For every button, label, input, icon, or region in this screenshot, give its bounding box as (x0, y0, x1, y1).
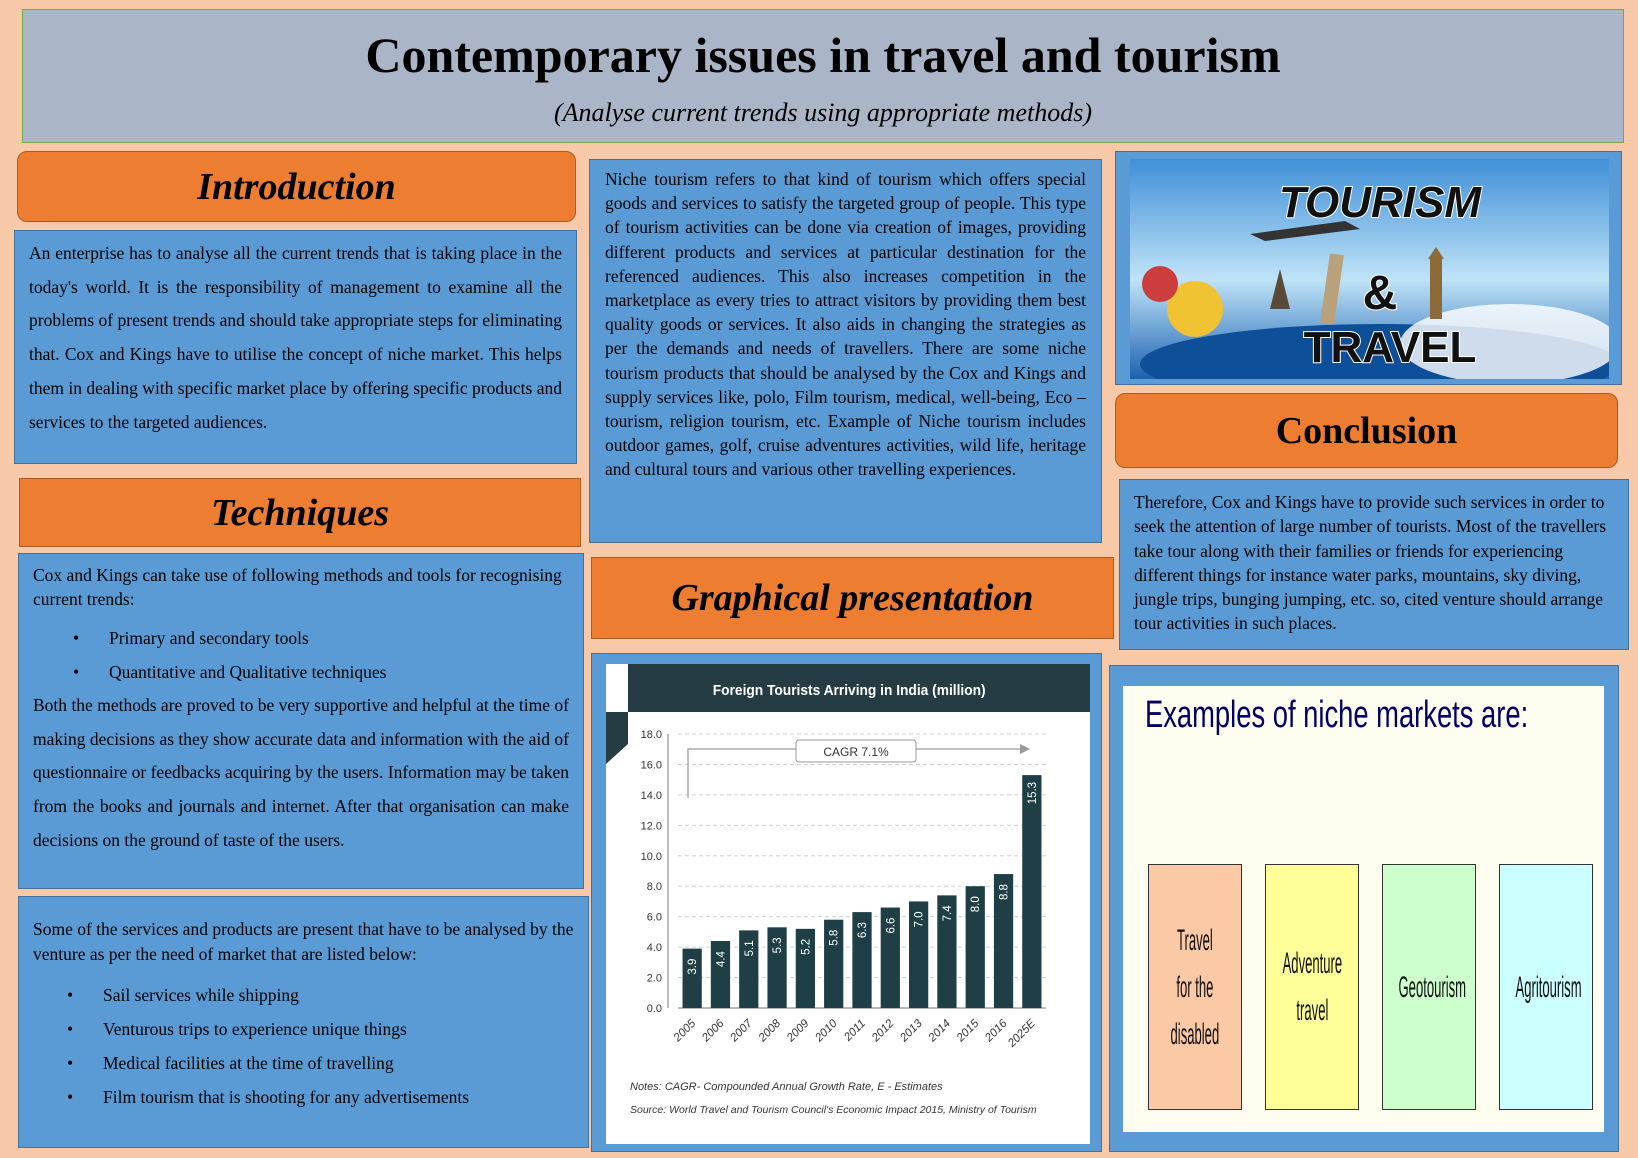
conclusion-text: Therefore, Cox and Kings have to provide such services in order to seek the attention of large number of tourists. Most of the travellers take tour along with their families or friends for experiencing different things for instance water parks, mountains, sky diving, jungle trips, bunging jumping, etc. so, cited venture should arrange tour activities in such places. (1134, 492, 1607, 634)
list-item: • Sail services while shipping (67, 978, 574, 1012)
bar-value-label: 4.4 (715, 951, 728, 968)
niche-tourism-text-box (589, 159, 1102, 543)
bar-value-label: 6.3 (857, 922, 869, 939)
suitcase-icon (1142, 266, 1178, 302)
bar-value-label: 3.9 (687, 958, 700, 975)
chart-x-tick-labels (671, 1017, 1038, 1050)
x-tick-label: 2009 (784, 1017, 812, 1045)
y-tick-label: 12.0 (640, 820, 662, 833)
y-tick-label: 6.0 (646, 911, 662, 924)
techniques-heading-box (19, 478, 581, 547)
poster-subtitle: (Analyse current trends using appropriate methods) (554, 98, 1092, 127)
niche-card-travel-disabled (1148, 864, 1242, 1110)
techniques-lead: Cox and Kings can take use of following methods and tools for recognising current trends: (33, 565, 562, 609)
logo-line2: TRAVEL (1303, 323, 1477, 372)
y-tick-label: 14.0 (640, 789, 662, 802)
y-tick-label: 10.0 (640, 850, 662, 863)
introduction-heading: Introduction (197, 165, 396, 208)
chart-source: Source: World Travel and Tourism Council's Economic Impact 2015, Ministry of Tourism (630, 1104, 1037, 1116)
logo-amp: & (1362, 267, 1398, 320)
list-item: • Venturous trips to experience unique things (67, 1012, 574, 1046)
bar-value-label: 7.4 (941, 905, 954, 922)
list-item: • Primary and secondary tools (73, 621, 569, 655)
bar-value-label: 5.2 (800, 938, 813, 955)
x-tick-label: 2005 (671, 1017, 699, 1045)
chart-bars (683, 775, 1042, 1008)
introduction-text: An enterprise has to analyse all the current trends that is taking place in the today's world. It is the responsibility of management to examine all the problems of present trends and should take appropriate steps for eliminating that. Cox and Kings have to utilise the concept of niche market. This helps them in dealing with specific market place by offering specific products and services to the targeted audiences. (29, 243, 562, 432)
conclusion-heading-box (1115, 393, 1618, 468)
chart-cagr-annotation (688, 740, 1030, 798)
logo-line1: TOURISM (1278, 178, 1482, 227)
tourism-logo-panel (1115, 151, 1622, 385)
y-tick-label: 0.0 (646, 1003, 662, 1015)
introduction-text-box (14, 230, 577, 464)
x-tick-label: 2010 (813, 1017, 840, 1045)
logo-illustration (1130, 159, 1609, 379)
y-tick-label: 2.0 (646, 972, 662, 985)
list-item: • Film tourism that is shooting for any advertisements (67, 1080, 574, 1114)
list-item: • Medical facilities at the time of travelling (67, 1046, 574, 1080)
niche-markets-panel (1109, 665, 1619, 1152)
bar-value-label: 5.8 (828, 929, 841, 946)
graphical-heading: Graphical presentation (671, 577, 1034, 619)
x-tick-label: 2011 (842, 1017, 869, 1044)
introduction-heading-box (17, 151, 576, 222)
x-tick-label: 2007 (728, 1017, 755, 1045)
niche-card-agritourism (1499, 864, 1593, 1110)
poster-header (22, 9, 1624, 143)
big-ben-icon (1430, 259, 1442, 319)
y-tick-label: 16.0 (640, 759, 662, 772)
x-tick-label: 2014 (926, 1017, 954, 1045)
bar-chart (606, 664, 1090, 1144)
bar-value-label: 8.0 (970, 896, 983, 913)
niche-card-label: Agritourism (1515, 970, 1582, 1004)
chart-image (606, 664, 1090, 1144)
x-tick-label: 2025E (1005, 1017, 1038, 1050)
bar-value-label: 8.8 (998, 884, 1011, 901)
bar-value-label: 15.3 (1026, 781, 1039, 805)
niche-card-adventure-travel (1265, 864, 1359, 1110)
techniques-list (73, 621, 569, 689)
niche-card-geotourism (1382, 864, 1476, 1110)
niche-markets-diagram (1123, 686, 1604, 1132)
x-tick-label: 2016 (983, 1017, 1010, 1045)
niche-tourism-text: Niche tourism refers to that kind of tourism which offers special goods and services to satisfy the targeted group of people. This type of tourism activities can be done via creation of images, providing different products and services at particular destination for the referenced audiences. This also increases competition in the marketplace as every tries to attract visitors by providing them best quality goods or services. It also aids in changing the strategies as per the demands and needs of travellers. There are some niche tourism products that should be analysed by the Cox and Kings and supply services like, polo, Film tourism, medical, well-being, Eco – tourism, religion tourism, etc. Example of Niche tourism includes outdoor games, golf, cruise adventures activities, wild life, heritage and cultural tours and various other travelling experiences. (605, 169, 1086, 480)
techniques-heading: Techniques (210, 491, 390, 534)
chart-title: Foreign Tourists Arriving in India (million) (712, 681, 986, 699)
list-item: • Quantitative and Qualitative techniques (73, 655, 569, 689)
techniques-text: Both the methods are proved to be very supportive and helpful at the time of making decisions as they show accurate data and information with the aid of questionnaire or feedbacks acquiring by the users. Information may be taken from the books and journals and internet. After that organisation can make decisions on the ground of taste of the users. (33, 695, 569, 850)
bar-value-label: 5.1 (743, 940, 756, 957)
cagr-arrowhead (1020, 744, 1030, 754)
graphical-heading-box (591, 557, 1114, 639)
x-tick-label: 2012 (869, 1017, 897, 1045)
x-tick-label: 2006 (700, 1017, 727, 1045)
services-lead: Some of the services and products are present that have to be analysed by the venture as per the need of market that are listed below: (33, 919, 574, 964)
services-list (67, 978, 574, 1114)
tourism-travel-logo (1130, 159, 1609, 379)
x-tick-label: 2015 (954, 1017, 982, 1045)
chart-panel (591, 653, 1102, 1152)
chart-bar (683, 949, 702, 1008)
bar-value-label: 7.0 (913, 911, 926, 928)
y-tick-label: 8.0 (646, 881, 662, 894)
services-text-box (18, 896, 589, 1148)
poster-title: Contemporary issues in travel and tourism (365, 27, 1281, 83)
cagr-label: CAGR 7.1% (823, 745, 889, 759)
bar-value-label: 6.6 (885, 917, 898, 934)
chart-bar (1022, 775, 1041, 1008)
y-tick-label: 4.0 (646, 942, 662, 955)
niche-card-label: Adventure travel (1282, 947, 1342, 1027)
conclusion-heading: Conclusion (1275, 409, 1458, 452)
x-tick-label: 2013 (898, 1017, 925, 1045)
techniques-text-box (18, 553, 584, 889)
x-tick-label: 2008 (756, 1017, 784, 1045)
chart-notes: Notes: CAGR- Compounded Annual Growth Rate, E - Estimates (630, 1081, 943, 1093)
niche-markets-title: Examples of niche markets are: (1145, 694, 1529, 736)
niche-card-label: Travel for the disabled (1170, 923, 1220, 1051)
conclusion-text-box (1119, 479, 1629, 650)
bar-value-label: 5.3 (772, 937, 785, 954)
niche-card-label: Geotourism (1398, 970, 1467, 1004)
y-tick-label: 18.0 (640, 729, 662, 741)
chart-y-tick-labels (641, 729, 662, 1015)
